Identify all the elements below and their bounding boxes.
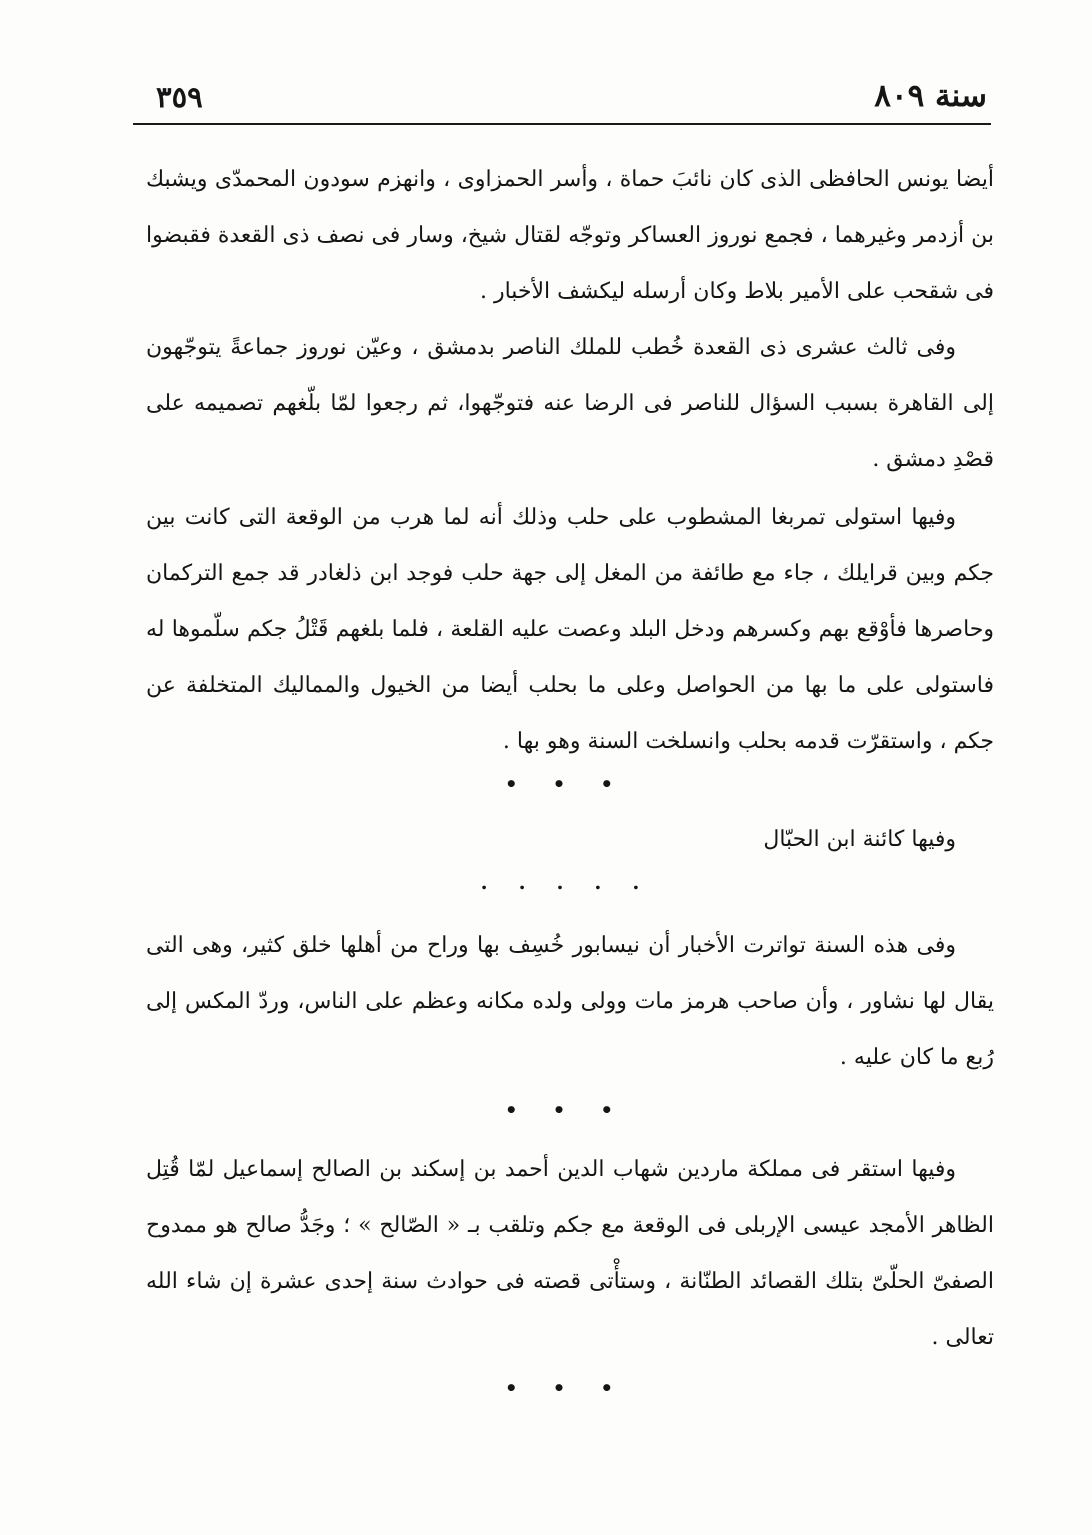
paragraph-5 xyxy=(146,1142,994,1366)
paragraph-1 xyxy=(146,152,994,320)
paragraph-5-text: وفيها استقر فى مملكة ماردين شهاب الدين أحمد بن إسكند بن الصالح إسماعيل لمّا قُتِل الظاهر الأمجد عيسى الإربلى فى الوقعة مع جكم وتلقب بـ « الصّالح » ؛ وجَدُّ صالح هو ممدوح الصفىّ الحلّىّ بتلك القصائد الطنّانة ، وستأْتى قصته فى حوادث سنة إحدى عشرة إن شاء الله تعالى . xyxy=(146,1157,994,1350)
page-number: ٣٥٩ xyxy=(156,80,203,114)
section-ornament: • • • xyxy=(504,1098,628,1122)
paragraph-2 xyxy=(146,320,994,488)
ellipsis-ornament: . . . . . xyxy=(480,870,652,894)
section-heading xyxy=(146,812,994,868)
paragraph-2-text: وفى ثالث عشرى ذى القعدة خُطب للملك الناصر بدمشق ، وعيّن نوروز جماعةً يتوجّهون إلى القاهرة بسبب السؤال للناصر فى الرضا عنه فتوجّهوا، ثم رجعوا لمّا بلّغهم تصميمه على قصْدِ دمشق . xyxy=(146,335,994,472)
running-head-year: سنة ٨٠٩ xyxy=(874,78,987,114)
paragraph-4-text: وفى هذه السنة تواترت الأخبار أن نيسابور خُسِف بها وراح من أهلها خلق كثير، وهى التى يقال لها نشاور ، وأن صاحب هرمز مات وولى ولده مكانه وعظم على الناس، وردّ المكس إلى رُبع ما كان عليه . xyxy=(146,933,994,1070)
paragraph-3 xyxy=(146,490,994,770)
running-head xyxy=(148,72,993,124)
section-ornament: • • • xyxy=(504,1376,628,1400)
paragraph-3-text: وفيها استولى تمربغا المشطوب على حلب وذلك أنه لما هرب من الوقعة التى كانت بين جكم وبين قرايلك ، جاء مع طائفة من المغل إلى جهة حلب فوجد ابن ذلغادر قد جمع التركمان وحاصرها فأوْقع بهم وكسرهم ودخل البلد وعصت عليه القلعة ، فلما بلغهم قَتْلُ جكم سلّموها له فاستولى على ما بها من الحواصل وعلى ما بحلب أيضا من الخيول والمماليك المتخلفة عن جكم ، واستقرّت قدمه بحلب وانسلخت السنة وهو بها . xyxy=(146,505,994,754)
paragraph-1-text: أيضا يونس الحافظى الذى كان نائبَ حماة ، وأسر الحمزاوى ، وانهزم سودون المحمدّى ويشبك بن أزدمر وغيرهما ، فجمع نوروز العساكر وتوجّه لقتال شيخ، وسار فى نصف ذى القعدة فقبضوا فى شقحب على الأمير بلاط وكان أرسله ليكشف الأخبار . xyxy=(146,167,994,304)
section-ornament: • • • xyxy=(504,772,628,796)
paragraph-4 xyxy=(146,918,994,1086)
section-heading-text: وفيها كائنة ابن الحبّال xyxy=(763,827,956,852)
header-rule xyxy=(133,123,991,125)
